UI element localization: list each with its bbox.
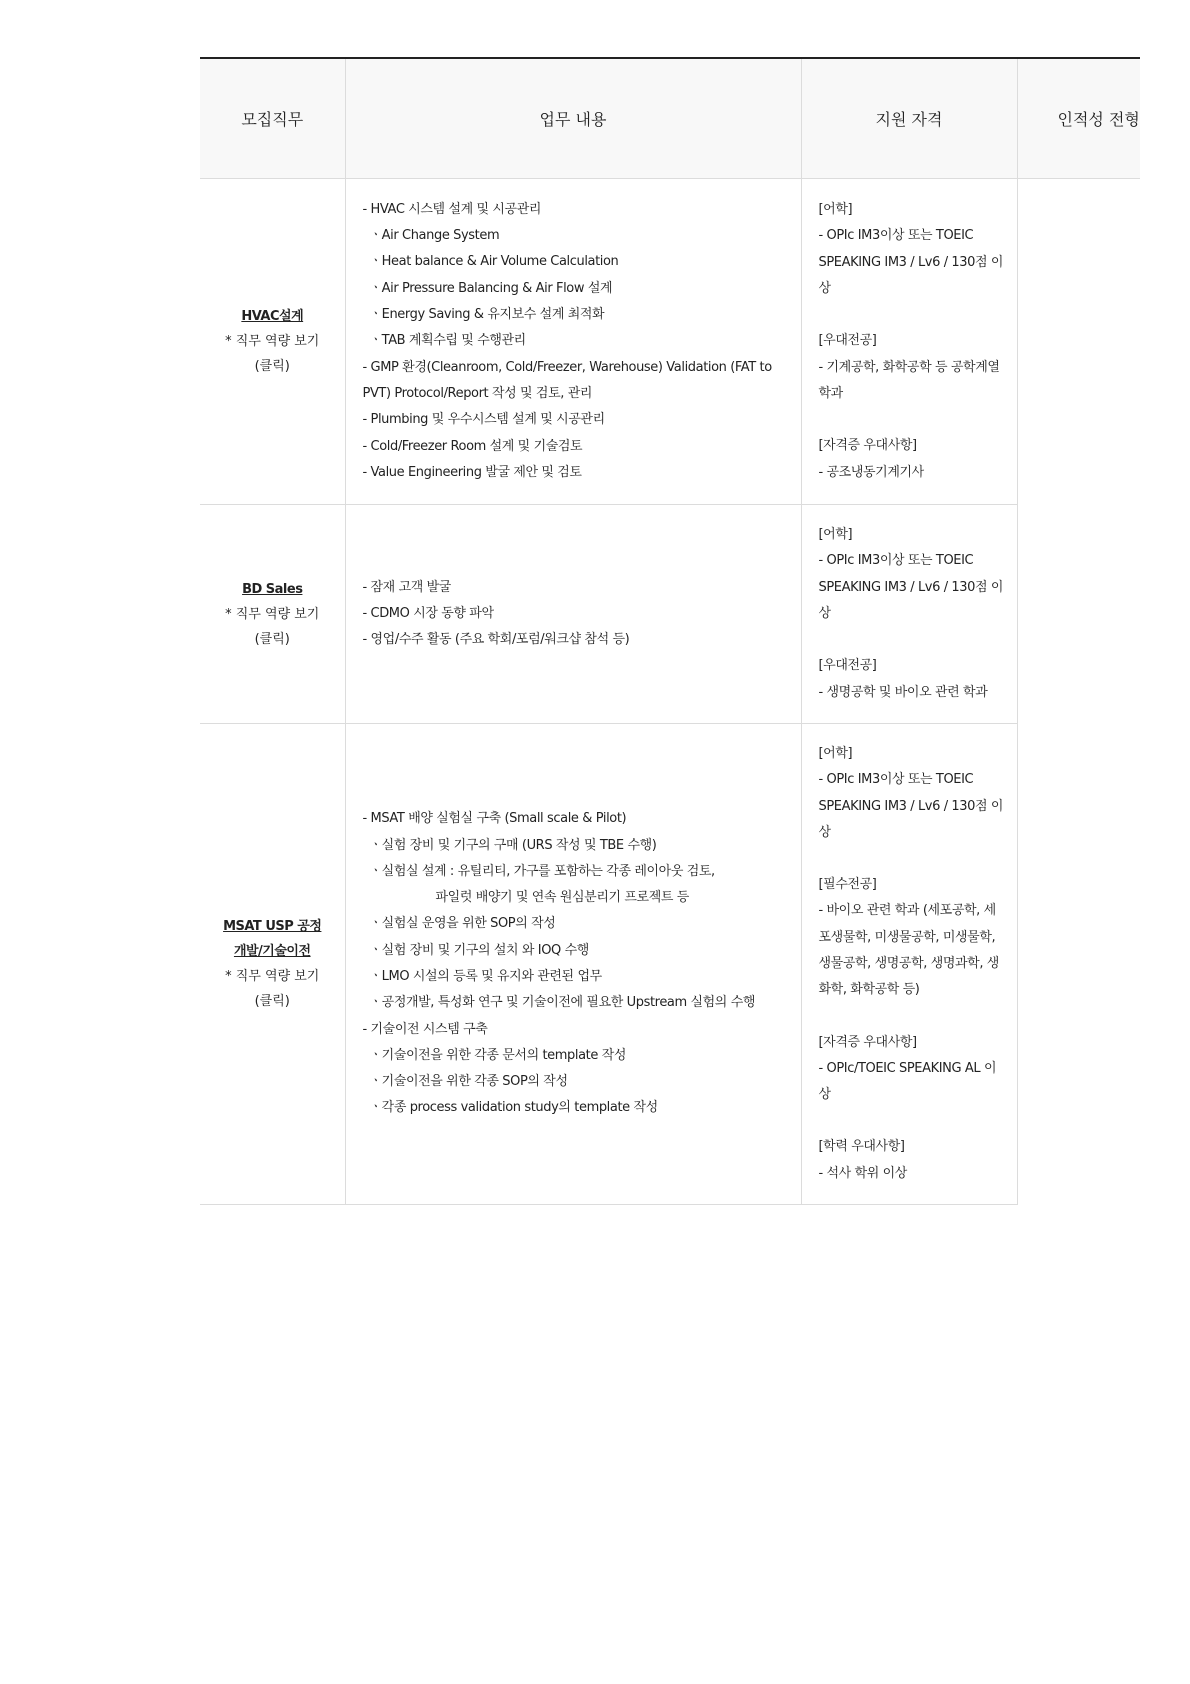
job-click-hint[interactable]: (클릭) [254, 359, 290, 374]
task-line: - CDMO 시장 동향 파악 [362, 605, 494, 621]
job-cell [200, 179, 345, 505]
qualification-heading: [우대전공] [818, 658, 877, 674]
task-cell [345, 179, 801, 505]
table-row [200, 724, 1140, 1205]
qualification-heading: [학력 우대사항] [818, 1139, 905, 1155]
task-line: ㆍ실험 장비 및 기구의 설치 와 IOQ 수행 [369, 942, 589, 958]
task-line: ㆍAir Change System [369, 228, 500, 244]
qualification-heading: [필수전공] [818, 877, 877, 893]
task-line: ㆍ실험 장비 및 기구의 구매 (URS 작성 및 TBE 수행) [369, 837, 657, 853]
task-line: - Cold/Freezer Room 설계 및 기술검토 [362, 438, 583, 454]
task-line: - MSAT 배양 실험실 구축 (Small scale & Pilot) [362, 811, 627, 827]
task-line: - HVAC 시스템 설계 및 시공관리 [362, 201, 542, 217]
qualification-line: - 바이오 관련 학과 (세포공학, 세포생물학, 미생물공학, 미생물학, 생물공학, 생명공학, 생명과학, 생화학, 화학공학 등) [818, 903, 999, 998]
aptitude-cell [1017, 179, 1140, 505]
task-line: - Plumbing 및 우수시스템 설계 및 시공관리 [362, 412, 605, 428]
table-row [200, 179, 1140, 505]
table-header-row [200, 58, 1140, 179]
job-title-link[interactable]: HVAC설계 [241, 309, 304, 324]
job-title-link[interactable]: BD Sales [242, 581, 303, 597]
job-title-link[interactable]: MSAT USP 공정 [223, 919, 322, 934]
qualification-line: - 석사 학위 이상 [818, 1165, 907, 1181]
qualification-cell [801, 505, 1017, 724]
task-line: - 영업/수주 활동 (주요 학회/포럼/워크샵 참석 등) [362, 632, 630, 648]
job-click-hint[interactable]: (클릭) [254, 631, 290, 647]
aptitude-cell [1017, 724, 1140, 1205]
qualification-heading: [어학] [818, 745, 853, 761]
qualification-heading: [자격증 우대사항] [818, 438, 917, 454]
task-line: 파일럿 배양기 및 연속 원심분리기 프로젝트 등 [435, 890, 689, 906]
job-competency-link[interactable]: * 직무 역량 보기 [225, 334, 320, 349]
task-line: - 잠재 고객 발굴 [362, 579, 451, 595]
task-line: ㆍ기술이전을 위한 각종 SOP의 작성 [369, 1074, 568, 1090]
qualification-line: - OPIc IM3이상 또는 TOEIC SPEAKING IM3 / Lv6 / 130점 이상 [818, 772, 1004, 840]
header-job: 모집직무 [200, 58, 345, 179]
task-line: ㆍTAB 계획수립 및 수행관리 [369, 333, 526, 349]
qualification-line: - OPIc IM3이상 또는 TOEIC SPEAKING IM3 / Lv6 / 130점 이상 [818, 228, 1004, 297]
task-line: ㆍAir Pressure Balancing & Air Flow 설계 [369, 280, 613, 296]
task-line: ㆍ실험실 설계 : 유틸리티, 가구를 포함하는 각종 레이아웃 검토, [369, 863, 715, 879]
task-line: ㆍ실험실 운영을 위한 SOP의 작성 [369, 916, 556, 932]
task-line: ㆍ기술이전을 위한 각종 문서의 template 작성 [369, 1047, 627, 1063]
qualification-line: - 기계공학, 화학공학 등 공학계열 학과 [818, 359, 1000, 401]
task-line: ㆍLMO 시설의 등록 및 유지와 관련된 업무 [369, 969, 602, 984]
task-cell [345, 505, 801, 724]
qualification-line: - OPIc IM3이상 또는 TOEIC SPEAKING IM3 / Lv6 / 130점 이상 [818, 553, 1004, 621]
qualification-heading: [어학] [818, 202, 853, 218]
job-title-link-line2[interactable]: 개발/기술이전 [233, 944, 311, 959]
job-click-hint[interactable]: (클릭) [254, 994, 290, 1009]
task-line: ㆍHeat balance & Air Volume Calculation [369, 254, 619, 270]
task-line: - GMP 환경(Cleanroom, Cold/Freezer, Warehouse) Validation (FAT to PVT) Protocol/Report 작성 및 검토, 관리 [362, 359, 772, 401]
qualification-heading: [어학] [818, 527, 853, 543]
header-tasks: 업무 내용 [345, 58, 801, 179]
qualification-cell [801, 179, 1017, 505]
task-line: - 기술이전 시스템 구축 [362, 1021, 488, 1037]
task-line: - Value Engineering 발굴 제안 및 검토 [362, 464, 582, 480]
qualification-heading: [우대전공] [818, 333, 877, 349]
qualification-cell [801, 724, 1017, 1205]
qualification-line: - OPIc/TOEIC SPEAKING AL 이상 [818, 1060, 997, 1103]
qualification-heading: [자격증 우대사항] [818, 1034, 917, 1050]
job-cell [200, 724, 345, 1205]
qualification-line: - 생명공학 및 바이오 관련 학과 [818, 684, 988, 700]
recruitment-table [200, 57, 1140, 1205]
task-line: ㆍ각종 process validation study의 template 작성 [369, 1100, 658, 1116]
job-competency-link[interactable]: * 직무 역량 보기 [225, 606, 320, 622]
task-cell [345, 724, 801, 1205]
table-row [200, 505, 1140, 724]
job-cell [200, 505, 345, 724]
task-line: ㆍEnergy Saving & 유지보수 설계 최적화 [369, 307, 605, 323]
job-competency-link[interactable]: * 직무 역량 보기 [225, 969, 320, 984]
aptitude-cell [1017, 505, 1140, 724]
qualification-line: - 공조냉동기계기사 [818, 464, 924, 480]
task-line: ㆍ공정개발, 특성화 연구 및 기술이전에 필요한 Upstream 실험의 수행 [369, 995, 756, 1011]
header-qualifications: 지원 자격 [801, 58, 1017, 179]
header-aptitude-test: 인적성 전형 [1017, 58, 1140, 179]
